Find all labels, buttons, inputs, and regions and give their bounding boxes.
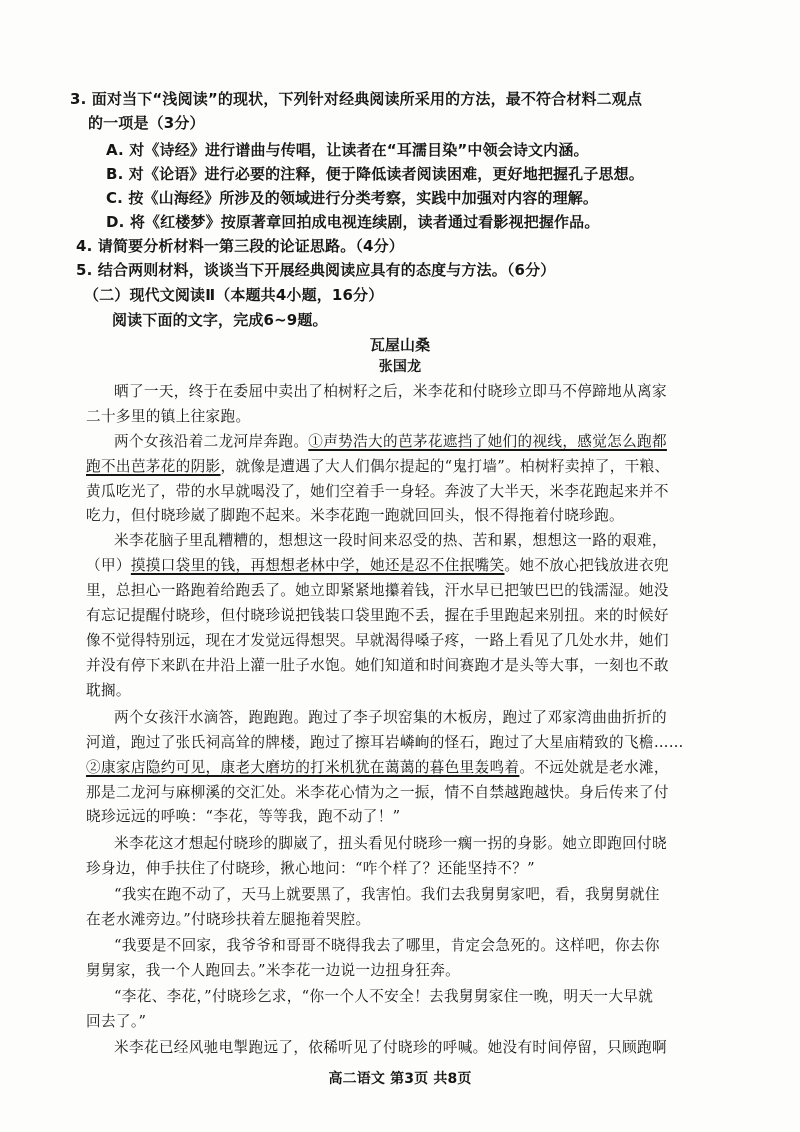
p3-line6: 并没有停下来趴在井沿上灌一肚子水饱。她们知道和时间赛跑才是头等大事，一刻也不敢 [86, 657, 669, 674]
p7-line1: “我要是不回家，我爷爷和哥哥不晓得我去了哪里，肯定会急死的。这样吧，你去你 [114, 937, 660, 954]
sentence-2-underlined: ②康家店隐约可见，康老大磨坊的打米机犹在蔼蔼的暮色里轰鸣着 [86, 759, 520, 776]
q3-stem-line1: 3. 面对当下“浅阅读”的现状，下列针对经典阅读所采用的方法，最不符合材料二观点 [70, 90, 643, 108]
p3-line7: 耽搁。 [86, 682, 131, 699]
section-instruction: 阅读下面的文字，完成6~9题。 [112, 311, 328, 329]
p2-line1 [114, 431, 667, 453]
q3-stem-line2: 的一项是（3分） [88, 114, 205, 132]
p5-line2: 珍身边，伸手扶住了付晓珍，揪心地问：“咋个样了？还能坚持不？” [86, 860, 535, 877]
q4-text: 4. 请简要分析材料一第三段的论证思路。（4分） [76, 237, 404, 255]
p4-line4: 那是二龙河与麻柳溪的交汇处。米李花心情为之一振，情不自禁越跑越快。身后传来了付 [86, 784, 669, 801]
p6-line2: 在老水滩旁边。”付晓珍扶着左腿拖着哭腔。 [86, 911, 371, 928]
p9-line1: 米李花已经风驰电掣跑远了，依稀听见了付晓珍的呼喊。她没有时间停留，只顾跑啊 [114, 1039, 667, 1056]
p3-line2 [86, 555, 669, 577]
p4-line2: 河道，跑过了张氏祠高耸的牌楼，跑过了擦耳岩嶙峋的怪石，跑过了大星庙精致的飞檐…… [86, 734, 684, 751]
p3-line4: 有忘记提醒付晓珍，但付晓珍说把钱装口袋里跑不丢，握在手里跑起来别扭。来的时候好 [86, 607, 669, 624]
p3-line3: 里，总担心一路跑着给跑丢了。她立即紧紧地攥着钱，汗水早已把皱巴巴的钱濡湿。她没 [86, 582, 669, 599]
p2-plain: 两个女孩沿着二龙河岸奔跑。 [114, 433, 309, 450]
p2-line3: 黄瓜吃光了，带的水早就喝没了，她们空着手一身轻。奔波了大半天，米李花跑起来并不 [86, 483, 669, 500]
p2-line4: 吃力，但付晓珍崴了脚跑不起来。米李花跑一跑就回回头，恨不得拖着付晓珍跑。 [86, 507, 624, 524]
q3-option-c: C. 按《山海经》所涉及的领域进行分类考察，实践中加强对内容的理解。 [106, 189, 599, 207]
q3-option-b: B. 对《论语》进行必要的注释，便于降低读者阅读困难，更好地把握孔子思想。 [106, 165, 644, 183]
marker-jia: （甲） [86, 557, 131, 574]
p4-plain: 。不远处就是老水滩， [519, 759, 669, 776]
story-title: 瓦屋山桑 [369, 336, 431, 354]
p2-line2 [86, 456, 670, 478]
p8-line1: “李花、李花，”付晓珍乞求，“你一个人不安全！去我舅舅家住一晚，明天一大早就 [114, 988, 654, 1005]
p3-plain: 。她不放心把钱放进衣兜 [504, 557, 669, 574]
q5-text: 5. 结合两则材料，谈谈当下开展经典阅读应具有的态度与方法。（6分） [76, 261, 556, 279]
sentence-1-underlined-cont: 跑不出芭茅花的阴影 [86, 458, 221, 475]
p6-line1: “我实在跑不动了，天马上就要黑了，我害怕。我们去我舅舅家吧，看，我舅舅就住 [114, 886, 660, 903]
p4-line1: 两个女孩汗水滴答，跑跑跑。跑过了李子坝窑集的木板房，跑过了邓家湾曲曲折折的 [114, 709, 667, 726]
p4-line5: 晓珍远远的呼唤：“李花，等等我，跑不动了！” [86, 808, 401, 825]
p1-line1: 晒了一天，终于在委屈中卖出了柏树籽之后，米李花和付晓珍立即马不停蹄地从离家 [114, 383, 667, 400]
p1-line2: 二十多里的镇上往家跑。 [86, 408, 251, 425]
sentence-jia-underlined: 摸摸口袋里的钱，再想想老林中学，她还是忍不住抿嘴笑 [130, 557, 505, 574]
p7-line2: 舅舅家，我一个人跑回去。”米李花一边说一边扭身狂奔。 [86, 962, 461, 979]
q3-option-d: D. 将《红楼梦》按原著章回拍成电视连续剧，读者通过看影视把握作品。 [106, 213, 600, 231]
p3-line5: 像不觉得特别远，现在才发觉远得想哭。早就渴得嗓子疼，一路上看见了几处水井，她们 [86, 632, 669, 649]
story-author: 张国龙 [378, 359, 422, 375]
p5-line1: 米李花这才想起付晓珍的脚崴了，扭头看见付晓珍一瘸一拐的身影。她立即跑回付晓 [114, 835, 667, 852]
page-footer: 高二语文 第3页 共8页 [328, 1071, 472, 1087]
q3-option-a: A. 对《诗经》进行谱曲与传唱，让读者在“耳濡目染”中领会诗文内涵。 [106, 141, 589, 159]
p2-plain: ，就像是遭遇了大人们偶尔提起的“鬼打墙”。柏树籽卖掉了，干粮、 [220, 458, 670, 475]
p8-line2: 回去了。” [86, 1013, 147, 1030]
section-heading: （二）现代文阅读Ⅱ（本题共4小题，16分） [84, 286, 384, 304]
p4-line3 [86, 757, 669, 779]
p3-line1: 米李花脑子里乱糟糟的，想想这一段时间来忍受的热、苦和累，想想这一路的艰难， [114, 532, 667, 549]
sentence-1-underlined: ①声势浩大的芭茅花遮挡了她们的视线，感觉怎么跑都 [308, 433, 667, 450]
